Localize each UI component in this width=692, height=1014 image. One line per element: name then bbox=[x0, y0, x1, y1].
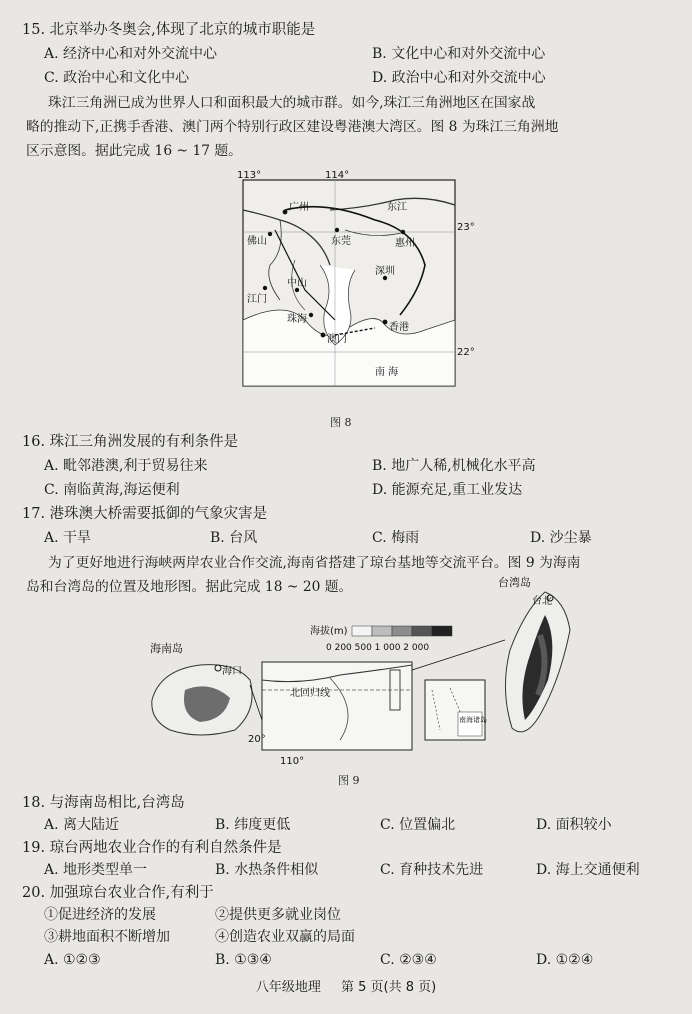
figure-8-caption: 图 8 bbox=[330, 416, 352, 429]
fig8-place-guangzhou: 广州 bbox=[289, 202, 309, 213]
q20-item-3: ③耕地面积不断增加 bbox=[44, 929, 170, 945]
q15-option-c: C. 政治中心和文化中心 bbox=[44, 70, 190, 86]
fig8-place-huizhou: 惠州 bbox=[395, 238, 415, 249]
fig8-place-dongjiang: 东江 bbox=[387, 202, 407, 213]
fig8-lat-23: 23° bbox=[457, 222, 475, 233]
intro-16-17-line1: 珠江三角洲已成为世界人口和面积最大的城市群。如今,珠江三角洲地区在国家战 bbox=[48, 95, 536, 111]
q19-option-a: A. 地形类型单一 bbox=[44, 862, 148, 878]
fig9-haikou-label: 海口 bbox=[222, 666, 242, 677]
q18-option-b: B. 纬度更低 bbox=[215, 817, 291, 833]
q19-stem: 19. 琼台两地农业合作的有利自然条件是 bbox=[22, 840, 282, 856]
fig8-sea-label: 南 海 bbox=[375, 367, 399, 378]
figure-9-caption: 图 9 bbox=[338, 774, 360, 787]
q16-option-d: D. 能源充足,重工业发达 bbox=[372, 482, 523, 498]
q20-option-a: A. ①②③ bbox=[44, 952, 101, 968]
figure-8-map bbox=[225, 170, 475, 410]
fig8-place-jiangmen: 江门 bbox=[247, 294, 267, 305]
q16-option-b: B. 地广人稀,机械化水平高 bbox=[372, 458, 536, 474]
q19-option-c: C. 育种技术先进 bbox=[380, 862, 484, 878]
fig8-place-zhuhai: 珠海 bbox=[287, 314, 307, 325]
intro-18-20-line1: 为了更好地进行海峡两岸农业合作交流,海南省搭建了琼台基地等交流平台。图 9 为海南 bbox=[48, 555, 581, 571]
fig9-taiwan-label: 台湾岛 bbox=[498, 576, 531, 589]
intro-18-20-line2: 岛和台湾岛的位置及地形图。据此完成 18 ~ 20 题。 bbox=[26, 579, 353, 595]
q17-stem: 17. 港珠澳大桥需要抵御的气象灾害是 bbox=[22, 506, 268, 522]
fig9-legend-title: 海拔(m) bbox=[310, 626, 348, 637]
footer-page-number: 第 5 页(共 8 页) bbox=[340, 980, 437, 995]
fig9-inset-label: 南海诸岛 bbox=[459, 716, 487, 724]
fig8-lat-22: 22° bbox=[457, 347, 475, 358]
q19-option-d: D. 海上交通便利 bbox=[536, 862, 640, 878]
q17-option-b: B. 台风 bbox=[210, 530, 258, 546]
q18-option-c: C. 位置偏北 bbox=[380, 817, 456, 833]
fig8-place-dongguan: 东莞 bbox=[331, 236, 351, 247]
fig8-place-hongkong: 香港 bbox=[389, 322, 409, 333]
fig9-tropic-label: 北回归线 bbox=[290, 688, 330, 699]
q18-option-d: D. 面积较小 bbox=[536, 817, 612, 833]
q18-option-a: A. 离大陆近 bbox=[44, 817, 120, 833]
q17-option-d: D. 沙尘暴 bbox=[530, 530, 592, 546]
fig9-lon-110: 110° bbox=[280, 756, 305, 767]
q20-item-2: ②提供更多就业岗位 bbox=[215, 907, 341, 923]
q20-item-1: ①促进经济的发展 bbox=[44, 907, 156, 923]
footer-subject: 八年级地理 bbox=[255, 980, 321, 995]
intro-16-17-line3: 区示意图。据此完成 16 ~ 17 题。 bbox=[26, 143, 242, 159]
q16-option-c: C. 南临黄海,海运便利 bbox=[44, 482, 180, 498]
fig9-lat-20: 20° bbox=[248, 734, 266, 745]
fig8-lon-113: 113° bbox=[237, 170, 262, 181]
q17-option-a: A. 干旱 bbox=[44, 530, 92, 546]
q20-option-d: D. ①②④ bbox=[536, 952, 594, 968]
figure-9-map bbox=[140, 570, 590, 770]
q19-option-b: B. 水热条件相似 bbox=[215, 862, 319, 878]
q20-item-4: ④创造农业双赢的局面 bbox=[215, 929, 355, 945]
q15-option-d: D. 政治中心和对外交流中心 bbox=[372, 70, 546, 86]
q20-option-b: B. ①③④ bbox=[215, 952, 272, 968]
q16-option-a: A. 毗邻港澳,利于贸易往来 bbox=[44, 458, 208, 474]
q16-stem: 16. 珠江三角洲发展的有利条件是 bbox=[22, 434, 239, 450]
q15-stem: 15. 北京举办冬奥会,体现了北京的城市职能是 bbox=[22, 22, 316, 38]
q17-option-c: C. 梅雨 bbox=[372, 530, 420, 546]
q15-option-a: A. 经济中心和对外交流中心 bbox=[44, 46, 218, 62]
fig9-legend-ticks: 0 200 500 1 000 2 000 bbox=[326, 643, 430, 653]
fig8-place-macau: 澳门 bbox=[327, 334, 347, 345]
fig8-place-shenzhen: 深圳 bbox=[375, 266, 395, 277]
q20-stem: 20. 加强琼台农业合作,有利于 bbox=[22, 885, 214, 901]
fig8-place-foshan: 佛山 bbox=[247, 236, 267, 247]
q18-stem: 18. 与海南岛相比,台湾岛 bbox=[22, 795, 185, 811]
fig8-place-zhongshan: 中山 bbox=[287, 278, 307, 289]
fig8-lon-114: 114° bbox=[325, 170, 350, 181]
q20-option-c: C. ②③④ bbox=[380, 952, 437, 968]
intro-16-17-line2: 略的推动下,正携手香港、澳门两个特别行政区建设粤港澳大湾区。图 8 为珠江三角洲地 bbox=[26, 119, 559, 135]
page-footer bbox=[0, 976, 692, 995]
fig9-taibei-label: 台北 bbox=[532, 596, 552, 607]
q15-option-b: B. 文化中心和对外交流中心 bbox=[372, 46, 546, 62]
fig9-hainan-label: 海南岛 bbox=[150, 642, 183, 655]
